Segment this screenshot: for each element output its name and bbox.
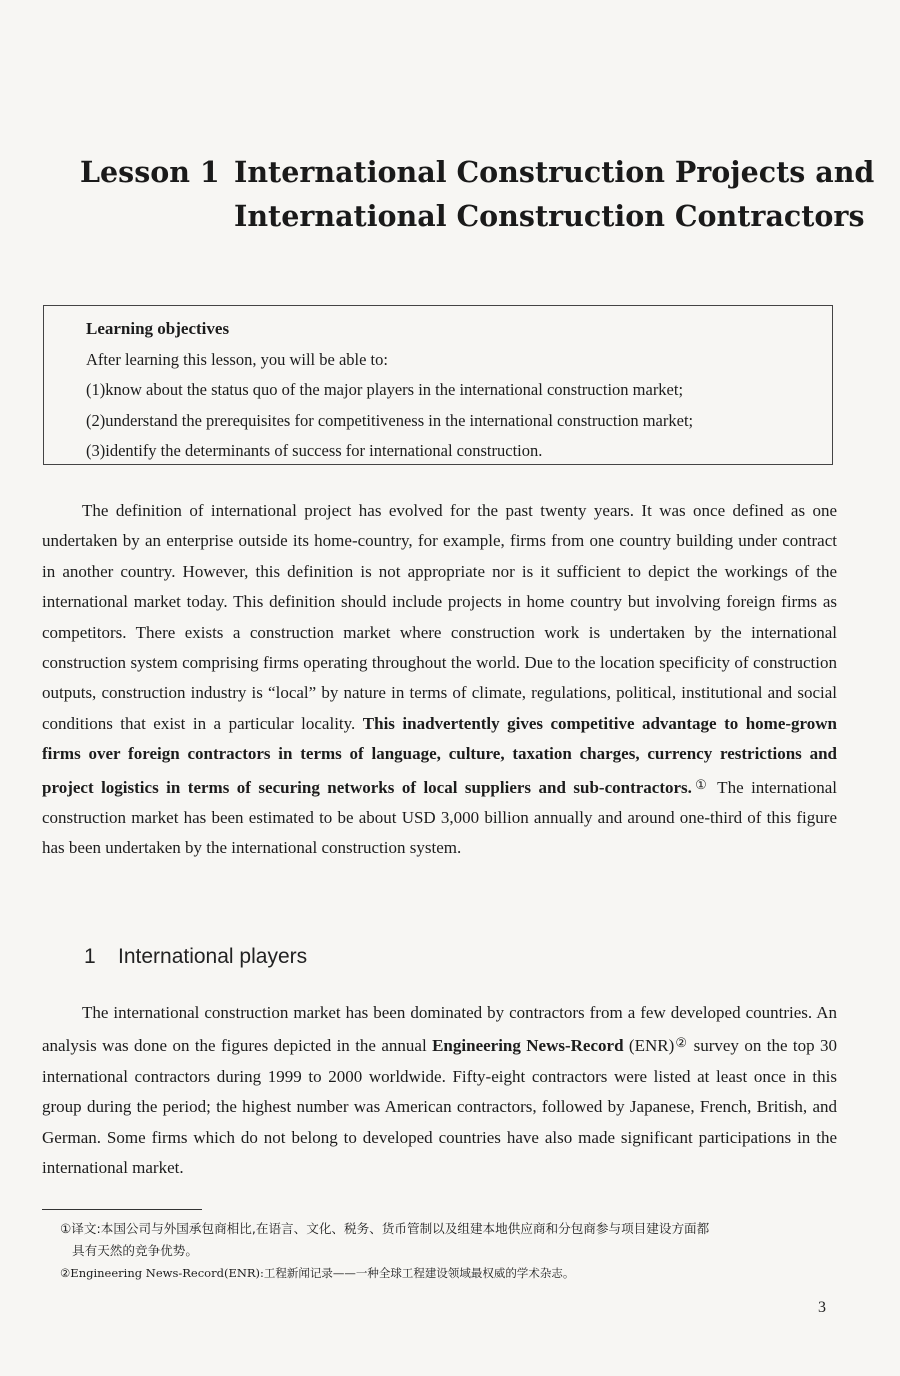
footnote-divider: [42, 1209, 202, 1210]
section-heading-international-players: [84, 945, 307, 969]
paragraph-definition: [42, 496, 837, 864]
paragraph-bold-text: Engineering News-Record: [432, 1036, 624, 1056]
lesson-title-line2: International Construction Contractors: [234, 199, 865, 233]
objectives-intro: After learning this lesson, you will be able to:: [86, 349, 388, 369]
paragraph-text: The international construction market has been dominated by contractors from a few developed countries. An analysis was done on the figures depicted in the annual: [42, 1003, 837, 1056]
footnote-1-line1: ①译文:本国公司与外国承包商相比,在语言、文化、税务、货币管制以及组建本地供应商和分包商参与项目建设方面都: [60, 1221, 710, 1236]
paragraph-text: The definition of international project has evolved for the past twenty years. It was once defined as one undertaken by an enterprise outside its home-country, for example, firms from one country building under contract in another country. However, this definition is not appropriate nor is it sufficient to depict the workings of the international market today. This definition should include projects in home country but involving foreign firms as competitors. There exists a construction market where construction work is undertaken by the international construction system comprising firms operating throughout the world. Due to the location specificity of construction outputs, construction industry is “local” by nature in terms of climate, regulations, political, institutional and social conditions that exist in a particular locality.: [42, 501, 837, 733]
lesson-title: [80, 150, 874, 238]
paragraph-international-players: [42, 998, 837, 1183]
page-number: 3: [818, 1299, 826, 1316]
paragraph-bold-text: This inadvertently gives competitive advantage to home-grown firms over foreign contractors in terms of language, culture, taxation charges, currency restrictions and project logistics in terms of securing networks of local suppliers and sub-contractors.: [42, 713, 837, 797]
objective-item: (1)know about the status quo of the major players in the international construction market;: [86, 380, 684, 399]
footnote-2: ②Engineering News-Record(ENR):工程新闻记录——一种全球工程建设领域最权威的学术杂志。: [60, 1266, 575, 1280]
lesson-title-line1: International Construction Projects and: [234, 155, 875, 189]
lesson-number: Lesson 1: [80, 155, 220, 189]
objectives-heading: Learning objectives: [86, 319, 230, 338]
footnote-mark-1: ①: [691, 776, 711, 792]
section-title: International players: [118, 945, 308, 968]
paragraph-text: survey on the top 30 international contractors during 1999 to 2000 worldwide. Fifty-eight contractors were listed at least once in this group during the period; the highest number was American contractors, followed by Japanese, French, British, and German. Some firms which do not belong to developed countries have also made significant participations in the international market.: [42, 1036, 837, 1178]
objective-item: (3)identify the determinants of success for international construction.: [86, 441, 543, 460]
paragraph-text: The international construction market has been estimated to be about USD 3,000 billion annually and around one-third of this figure has been undertaken by the international construction system.: [42, 777, 837, 858]
objective-item: (2)understand the prerequisites for competitiveness in the international construction market;: [86, 410, 694, 430]
footnotes: [60, 1218, 850, 1284]
paragraph-text: (ENR): [623, 1036, 675, 1056]
footnote-mark-2: ②: [674, 1035, 689, 1051]
learning-objectives-box: [43, 305, 833, 465]
footnote-1-line2: 具有天然的竞争优势。: [72, 1243, 198, 1258]
section-number: 1: [84, 945, 96, 968]
